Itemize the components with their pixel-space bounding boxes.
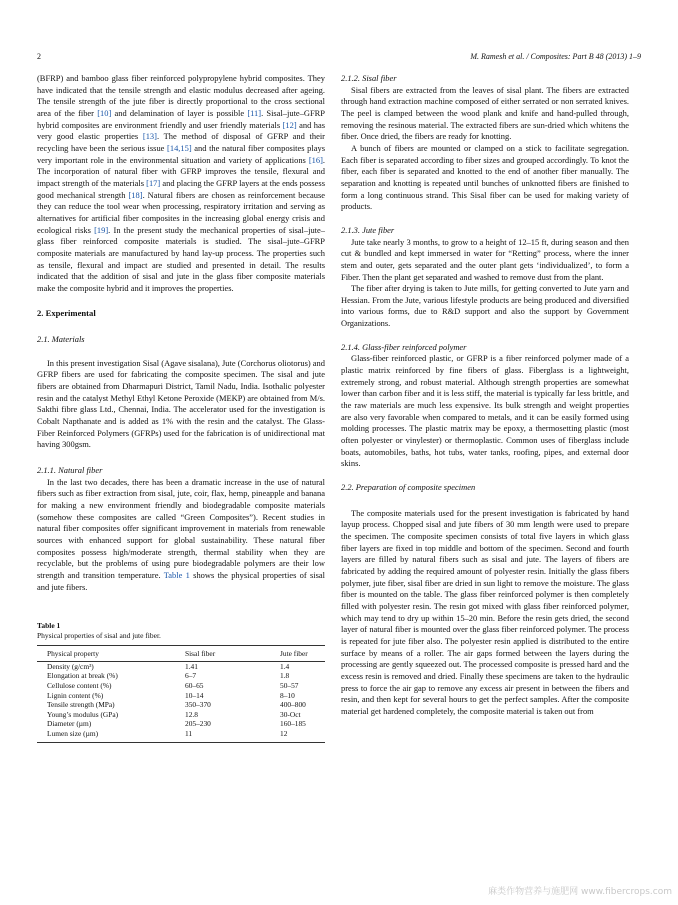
table-cell: 30-Oct — [280, 709, 301, 719]
table-cell: 12 — [280, 729, 325, 742]
table-cell: 11 — [185, 729, 280, 742]
table-cell: Lignin content (%) — [47, 690, 104, 700]
subsection-heading-jute: 2.1.3. Jute fiber — [341, 224, 395, 235]
gfrp-paragraph: Glass-fiber reinforced plastic, or GFRP is a fiber reinforced polymer made of a plastic matrix reinforced by fine fibers of glass. Fiberglass is a lightweight, extremely strong, and robust material. Although strength properties are somewhat lower than carbon fiber and it is less stiff, the material is typically far less brittle, and the raw materials are much less expensive. Its bulk strength and weight properties are also very favorable when compared to metals, and it can be easily formed using molding processes. The plastic matrix may be epoxy, a thermosetting plastic (most often polyester or vinylester) or thermoplastic. Common uses of fiberglass include boats, automobiles, baths, hot tubs, water tanks, roofing, pipes, and external door skins. — [341, 353, 629, 469]
citation-link[interactable]: [10] — [97, 107, 112, 118]
journal-citation: M. Ramesh et al. / Composites: Part B 48 (2013) 1–9 — [470, 52, 641, 61]
citation-link[interactable]: [18] — [128, 189, 143, 200]
left-column — [37, 73, 325, 743]
subsection-heading-materials: 2.1. Materials — [37, 334, 85, 345]
table-cell: Density (g/cm³) — [47, 661, 94, 671]
table-row — [37, 719, 325, 729]
text-run: and has very good elastic properties — [37, 119, 325, 142]
table-row — [37, 691, 325, 701]
table-cell: 50–57 — [280, 681, 299, 691]
text-run: In the last two decades, there has been a dramatic increase in the use of natural fibers such as fiber extraction from sisal, jute, coir, flax, hemp, pineapple and banana for making a new environment friendly and biodegradable composite materials (somehow these composites are called “Green Composites”). Recent studies in natural fiber composites offer significant improvement in materials from renewable sources with enhanced support for global sustainability. These natural fiber composites possess high/moderate strength, thermal stability when they are recyclable, but the problems of using pure biodegradable polymers are their low strength and transition temperature. — [37, 476, 325, 580]
table-cell: Tensile strength (MPa) — [47, 700, 115, 710]
preparation-paragraph: The composite materials used for the present investigation is fabricated by hand layup process. Chopped sisal and jute fibers of 30 mm length were used to prepare the specimen. The composite specimen consists of total five layers in which glass fiber layers are fixed in top middle and bottom of the specimen. Second and fourth layers are filled by natural fibers such as sisal and jute. The layers of fibers are fabricated by adding the required amount of polyester resin. Initially the glass fibers polymer, jute fiber, sisal fiber are dried in sun light to remove the moisture. The glass fiber is mounted on the table. The glass fiber reinforced polymer is then completely filled with polyester resin. The resin got mixed with glass fiber reinforced polymer, which may tend to dry up within 15–20 min. Before the resin gets dried, the second layer of natural fiber is mounted over the glass fiber reinforced polymer. The process is repeated for jute fiber also. The polyester resin applied is distributed to the entire surface by means of a roller. The air gaps formed between the layers during the processing are gently squeezed out. The processed composite is pressed hard and the excess resin is removed and dried. Finally these specimens are taken to the hydraulic press to force the air gap to remove any excess air present in between the fibers and resin, and then kept for several hours to get the perfect samples. After the composite material get hardened completely, the composite material is taken out from — [341, 507, 629, 716]
text-run: . Sisal–jute–GFRP hybrid composites are environment friendly and user friendly materials — [37, 107, 326, 130]
text-run: and the natural fiber composites plays very important role in the environmental situation and variety of applications — [37, 142, 325, 165]
table-row — [37, 671, 325, 681]
citation-link[interactable]: Table 1 — [163, 569, 190, 580]
citation-link[interactable]: [14,15] — [167, 142, 192, 153]
text-run: shows the physical properties of sisal and jute fibers. — [37, 569, 326, 592]
watermark: 麻类作物营养与施肥网 www.fibercrops.com — [488, 887, 672, 897]
subsection-heading-sisal: 2.1.2. Sisal fiber — [341, 73, 397, 83]
table-cell: 6–7 — [185, 671, 197, 681]
sisal-paragraph-1: Sisal fibers are extracted from the leaves of sisal plant. The fibers are extracted through hand extraction machine composed of either serrated or non serrated knives. The peel is clamped between the wood plank and knife and hand-pulled through, removing the resinous material. The extracted fibers are sun-dried which whitens the fiber. Once dried, the fibers are ready for knotting. — [341, 84, 629, 142]
table-cell: 8–10 — [280, 690, 295, 700]
table-cell: 160–185 — [280, 719, 306, 729]
text-run: . Natural fibers are chosen as reinforcement because they can reduce the tool wear when processing, respiratory irritation and serving as alternatives for artificial fiber composites in the increasing global energy crisis and ecological risks — [37, 189, 325, 235]
jute-paragraph-1: Jute take nearly 3 months, to grow to a height of 12–15 ft, during season and then cut & bundled and kept immersed in water for “Retting” process, where the inner stem and outer, gets separated and the outer plant gets ‘individualized’, to form a Fiber. Then the plant get separated and washed to remove dust from the plant. — [341, 236, 629, 282]
table-row — [37, 661, 325, 671]
table-row — [37, 700, 325, 710]
intro-paragraph — [37, 73, 325, 294]
table-cell: 1.41 — [185, 661, 198, 671]
text-run: and placing the GFRP layers at the ends possess good mechanical strength — [37, 177, 325, 200]
table-cell: Diameter (µm) — [47, 719, 92, 729]
text-run: and delamination of layer is possible — [111, 107, 248, 118]
citation-link[interactable]: [13] — [142, 131, 157, 142]
table-cell: Lumen size (µm) — [37, 729, 185, 742]
section-heading-experimental: 2. Experimental — [37, 308, 96, 319]
materials-paragraph: In this present investigation Sisal (Agave sisalana), Jute (Corchorus oliotorus) and GFRP fibers are used for fabricating the composite specimen. The sisal and jute fibers are obtained from Dharmapuri District, Tamil Nadu, India. Isothalic polyester resin and the catalyst Methyl Ethyl Ketone Peroxide (MEKP) are obtained from M/s. Sakthi fibre glass Ltd., Chennai, India. The accelerator used for the investigation is Cobalt Napthanate and is added as 1% with the resin and the catalyst. The Glass-Fiber Reinforced Polymers (GFRPs) used for the fabrication is of unidirectional mat having 300gsm. — [37, 357, 325, 450]
table-cell: Young’s modulus (GPa) — [47, 709, 119, 719]
page-number: 2 — [37, 52, 41, 61]
citation-link[interactable]: [16] — [308, 154, 323, 165]
citation-link[interactable]: [17] — [146, 177, 161, 188]
table-caption: Physical properties of sisal and jute fiber. — [37, 631, 161, 641]
table-header-cell: Physical property — [37, 646, 185, 662]
table-cell: 400–800 — [280, 700, 306, 710]
table-row — [37, 710, 325, 720]
sisal-paragraph-2: A bunch of fibers are mounted or clamped on a stick to facilitate segregation. Each fiber is separated according to fiber sizes and grouped accordingly. To knot the fiber, each fiber is separated and knotted to the end of another fiber manually. The separation and knotting is repeated until bunches of unknotted fibers are finished to form a long continuous strand. This Sisal fiber can be used for making variety of products. — [341, 142, 629, 212]
table-header-row — [37, 646, 325, 662]
table-row — [37, 681, 325, 691]
table-cell: 350–370 — [185, 700, 211, 710]
table-cell: 10–14 — [185, 690, 204, 700]
text-run: . The incorporation of natural fiber with GFRP improves the tensile, flexural and impact strength of the materials — [37, 154, 325, 188]
table-cell: 1.4 — [280, 661, 290, 671]
table-cell: 12.8 — [185, 709, 198, 719]
table-header-cell: Sisal fiber — [185, 646, 280, 662]
table-title: Table 1 — [37, 621, 61, 631]
citation-link[interactable]: [11] — [247, 107, 262, 118]
jute-paragraph-2: The fiber after drying is taken to Jute mills, for getting converted to Jute yarn and Hessian. From the Jute, various lifestyle products are being produced and diversified into various forms, due to R&D support and also the support by Government Organizations. — [341, 283, 629, 329]
table-header-cell: Jute fiber — [280, 646, 325, 662]
subsection-heading-natural-fiber: 2.1.1. Natural fiber — [37, 465, 103, 476]
subsection-heading-preparation: 2.2. Preparation of composite specimen — [341, 482, 476, 492]
citation-link[interactable]: [19] — [94, 224, 109, 235]
table-cell: 60–65 — [185, 681, 204, 691]
subsection-heading-gfrp: 2.1.4. Glass-fiber reinforced polymer — [341, 341, 467, 352]
table-cell: 1.8 — [280, 671, 290, 681]
table-row — [37, 729, 325, 742]
properties-table — [37, 645, 325, 742]
table-cell: 205–230 — [185, 719, 211, 729]
citation-link[interactable]: [12] — [282, 119, 297, 130]
text-run: (BFRP) and bamboo glass fiber reinforced polypropylene hybrid composites. They have indicated that the tensile strength and elastic modulus decreased after ageing. The tensile strength of the jute fiber is directly proportional to the cross sectional area of the fiber — [37, 73, 325, 118]
table-cell: Cellulose content (%) — [47, 681, 112, 691]
table-cell: Elongation at break (%) — [47, 671, 118, 681]
text-run: . In the present study the mechanical properties of sisal–jute–glass fiber reinforced composite materials is studied. The sisal–jute–GFRP composite materials are manufactured by hand lay-up process. The properties such as tensile, flexural and impact are studied and presented in detail. The results indicated that the addition of sisal and jute in the glass fiber composite materials make the composite hybrid and it improves the properties. — [37, 224, 325, 293]
natural-fiber-paragraph — [37, 477, 325, 594]
text-run: . The method of disposal of GFRP and their recycling have been the serious issue — [37, 131, 325, 153]
right-column — [341, 73, 629, 717]
running-header — [37, 52, 641, 64]
